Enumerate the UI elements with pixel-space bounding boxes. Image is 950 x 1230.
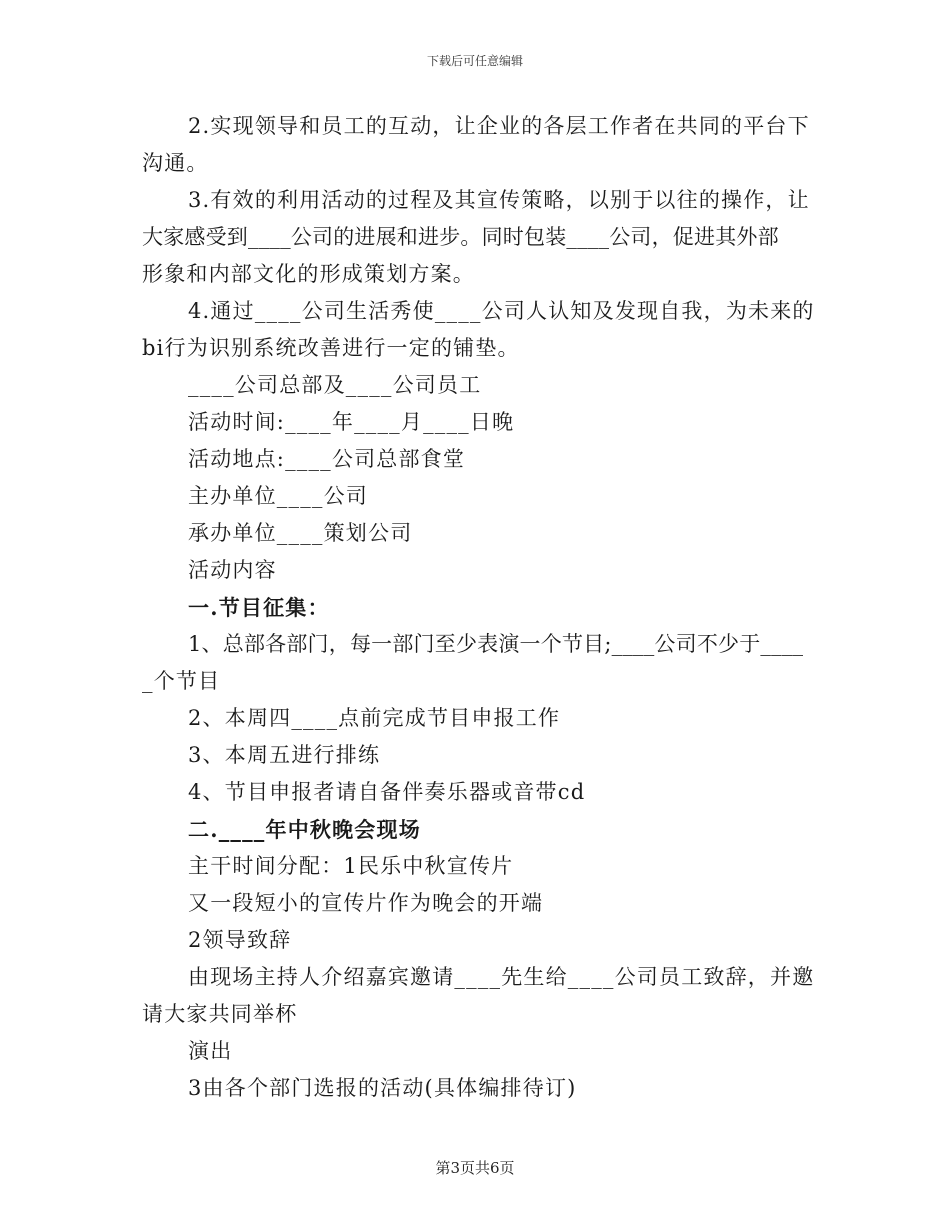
- text-line: 沟通。: [142, 151, 209, 175]
- text-line: 4、节目申报者请自备伴奏乐器或音带cd: [188, 780, 586, 804]
- text-line: 1、总部各部门，每一部门至少表演一个节目;____公司不少于____: [188, 632, 804, 656]
- text-line: 又一段短小的宣传片作为晚会的开端: [188, 891, 544, 915]
- page-header: 下载后可任意编辑: [426, 54, 523, 68]
- text-line: 一.节目征集：: [188, 595, 330, 620]
- text-line: 4.通过____公司生活秀使____公司人认知及发现自我，为未来的: [188, 299, 815, 323]
- text-line: 承办单位____策划公司: [188, 521, 413, 545]
- text-line: ____公司总部及____公司员工: [188, 373, 482, 397]
- document-body: [142, 108, 814, 1107]
- text-line: 活动内容: [188, 558, 277, 582]
- text-line: 3.有效的利用活动的过程及其宣传策略，以别于以往的操作，让: [188, 188, 810, 212]
- text-line: 请大家共同举杯: [142, 1002, 298, 1026]
- text-line: 主干时间分配：1民乐中秋宣传片: [188, 854, 514, 878]
- text-line: 3由各个部门选报的活动(具体编排待订): [188, 1076, 577, 1100]
- text-line: 3、本周五进行排练: [188, 743, 381, 767]
- page-footer: 第3页共6页: [435, 1159, 515, 1177]
- text-line: 主办单位____公司: [188, 484, 368, 508]
- text-line: 形象和内部文化的形成策划方案。: [142, 262, 475, 286]
- text-line: 大家感受到____公司的进展和进步。同时包装____公司，促进其外部: [142, 225, 779, 249]
- text-line: 2、本周四____点前完成节目申报工作: [188, 706, 561, 730]
- text-line: 由现场主持人介绍嘉宾邀请____先生给____公司员工致辞，并邀: [188, 965, 815, 989]
- text-line: 演出: [188, 1039, 233, 1063]
- text-line: bi行为识别系统改善进行一定的铺垫。: [142, 336, 520, 360]
- text-line: 活动时间:____年____月____日晚: [188, 410, 515, 434]
- text-line: 2.实现领导和员工的互动，让企业的各层工作者在共同的平台下: [188, 114, 810, 138]
- text-line: _个节目: [142, 669, 221, 693]
- text-line: 二.____年中秋晚会现场: [188, 817, 421, 842]
- text-line: 活动地点:____公司总部食堂: [188, 447, 466, 471]
- text-line: 2领导致辞: [188, 928, 292, 952]
